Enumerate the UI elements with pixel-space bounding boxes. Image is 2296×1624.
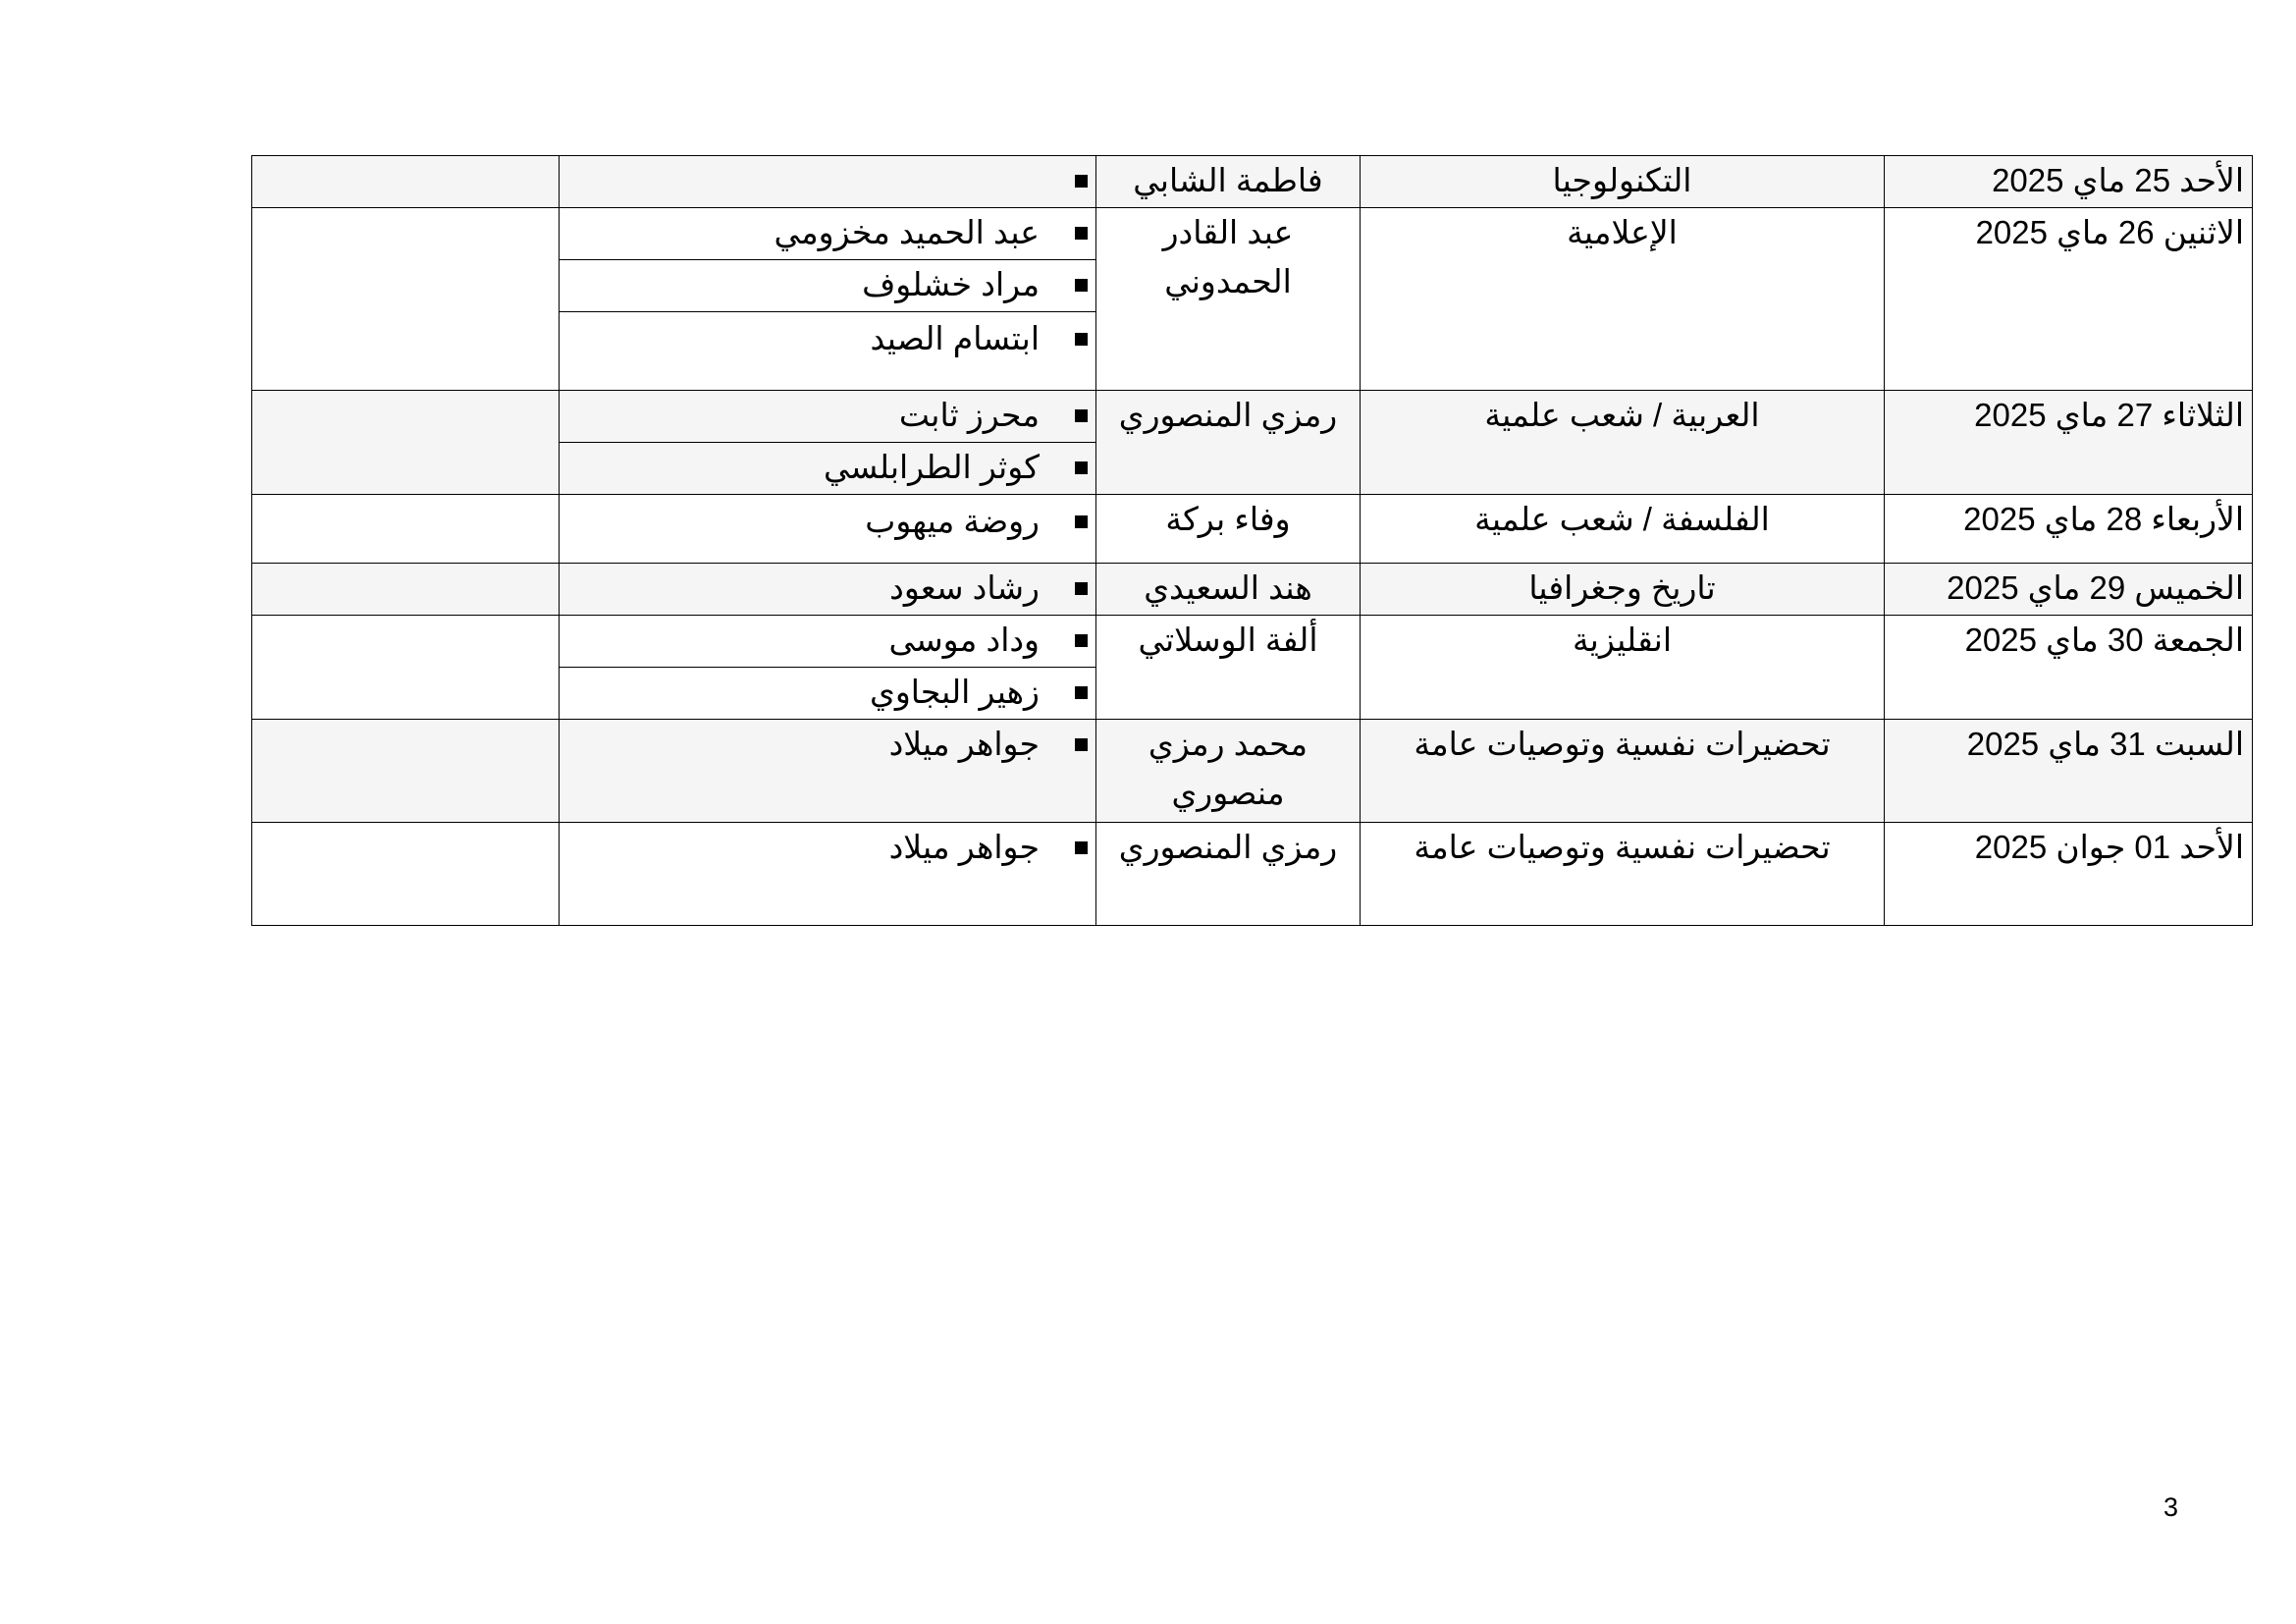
student-name: رشاد سعود [889,569,1040,606]
student-name: روضة ميهوب [865,503,1040,539]
teacher-cell: محمد رمزي منصوري [1096,720,1361,823]
date-cell: الجمعة 30 ماي 2025 [1885,616,2253,720]
name-cell [560,156,1096,208]
teacher-cell: رمزي المنصوري [1096,823,1361,926]
square-bullet-icon [1075,686,1088,699]
date-cell: الخميس 29 ماي 2025 [1885,564,2253,616]
date-cell: الثلاثاء 27 ماي 2025 [1885,391,2253,495]
empty-cell [252,495,560,564]
name-cell [560,495,1096,564]
name-cell [560,720,1096,823]
subject-cell: انقليزية [1361,616,1885,720]
subject-cell: تحضيرات نفسية وتوصيات عامة [1361,720,1885,823]
square-bullet-icon [1075,409,1088,422]
teacher-cell: رمزي المنصوري [1096,391,1361,495]
student-name: محرز ثابت [898,397,1040,433]
square-bullet-icon [1075,461,1088,474]
student-name: جواهر ميلاد [888,829,1040,865]
student-name: وداد موسى [888,622,1040,658]
table-row [252,616,2253,668]
student-name: مراد خشلوف [862,266,1040,302]
subject-cell: العربية / شعب علمية [1361,391,1885,495]
table-row [252,391,2253,443]
name-cell [560,564,1096,616]
table-row [252,564,2253,616]
teacher-cell: عبد القادر الحمدوني [1096,208,1361,391]
student-name: زهير البجاوي [870,674,1040,710]
square-bullet-icon [1075,841,1088,854]
square-bullet-icon [1075,515,1088,528]
square-bullet-icon [1075,227,1088,240]
student-name: جواهر ميلاد [888,726,1040,762]
subject-cell: الفلسفة / شعب علمية [1361,495,1885,564]
subject-cell: التكنولوجيا [1361,156,1885,208]
name-cell [560,443,1096,495]
table-row [252,823,2253,926]
square-bullet-icon [1075,634,1088,647]
teacher-cell: فاطمة الشابي [1096,156,1361,208]
table-row [252,156,2253,208]
subject-cell: تاريخ وجغرافيا [1361,564,1885,616]
table-row [252,495,2253,564]
empty-cell [252,156,560,208]
student-name: ابتسام الصيد [870,320,1040,356]
empty-cell [252,720,560,823]
name-cell [560,823,1096,926]
date-cell: الأحد 01 جوان 2025 [1885,823,2253,926]
square-bullet-icon [1075,333,1088,346]
table-row [252,208,2253,260]
table-row [252,720,2253,823]
page-number: 3 [2163,1492,2179,1522]
date-cell: الاثنين 26 ماي 2025 [1885,208,2253,391]
empty-cell [252,208,560,391]
name-cell [560,260,1096,312]
teacher-cell: وفاء بركة [1096,495,1361,564]
schedule-table [251,155,2253,926]
name-cell [560,208,1096,260]
empty-cell [252,616,560,720]
name-cell [560,616,1096,668]
teacher-cell: هند السعيدي [1096,564,1361,616]
empty-cell [252,823,560,926]
empty-cell [252,391,560,495]
square-bullet-icon [1075,279,1088,292]
date-cell: السبت 31 ماي 2025 [1885,720,2253,823]
teacher-cell: ألفة الوسلاتي [1096,616,1361,720]
subject-cell: تحضيرات نفسية وتوصيات عامة [1361,823,1885,926]
square-bullet-icon [1075,738,1088,751]
subject-cell: الإعلامية [1361,208,1885,391]
square-bullet-icon [1075,175,1088,188]
empty-cell [252,564,560,616]
date-cell: الأحد 25 ماي 2025 [1885,156,2253,208]
name-cell [560,391,1096,443]
student-name: عبد الحميد مخزومي [774,214,1040,250]
name-cell [560,312,1096,391]
student-name: كوثر الطرابلسي [823,449,1040,485]
name-cell [560,668,1096,720]
square-bullet-icon [1075,582,1088,595]
date-cell: الأربعاء 28 ماي 2025 [1885,495,2253,564]
